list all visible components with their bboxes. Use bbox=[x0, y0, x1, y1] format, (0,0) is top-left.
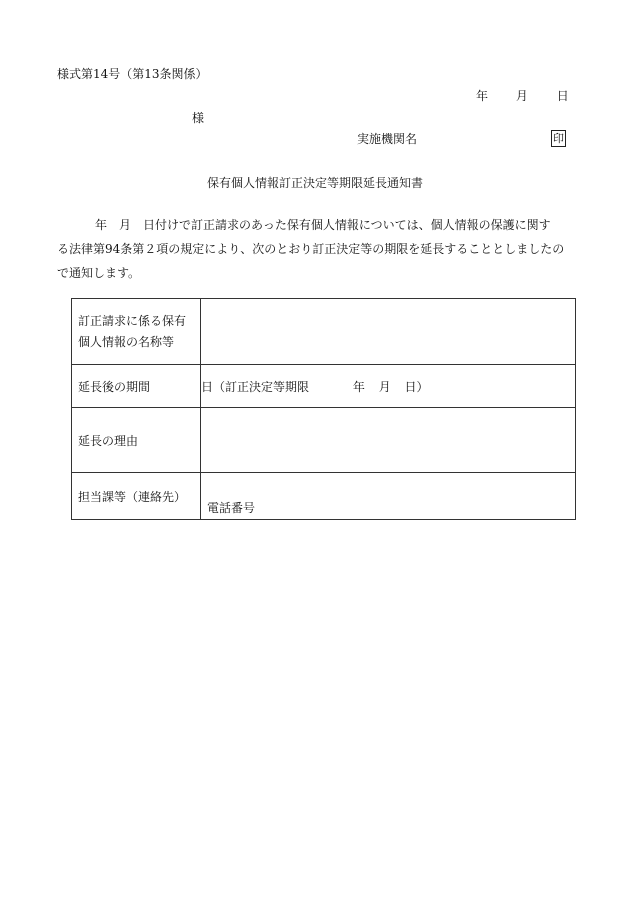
period-month: 月 bbox=[378, 379, 391, 394]
body-line-1: 年 月 日付けで訂正請求のあった保有個人情報については、個人情報の保護に関す bbox=[95, 218, 551, 232]
table-row-reason bbox=[72, 408, 576, 473]
date-month: 月 bbox=[515, 89, 528, 103]
contact-label: 担当課等（連絡先） bbox=[72, 473, 201, 520]
document-title: 保有個人情報訂正決定等期限延長通知書 bbox=[206, 176, 423, 190]
addressee-suffix: 様 bbox=[192, 111, 205, 125]
table-row-target bbox=[72, 299, 576, 365]
seal-mark: 印 bbox=[553, 132, 564, 145]
date-day: 日 bbox=[556, 89, 569, 103]
target-label bbox=[72, 299, 201, 365]
target-value bbox=[201, 299, 576, 365]
table-row-period bbox=[72, 365, 576, 408]
date-line bbox=[476, 90, 569, 102]
period-days: 日（訂正決定等期限 bbox=[201, 379, 310, 394]
date-year: 年 bbox=[476, 89, 489, 103]
reason-label: 延長の理由 bbox=[72, 408, 201, 473]
table-row-contact bbox=[72, 473, 576, 520]
contact-phone: 電話番号 bbox=[201, 473, 576, 520]
body-line-2: る法律第94条第２項の規定により、次のとおり訂正決定等の期限を延長することとしましたの bbox=[57, 242, 565, 256]
period-value bbox=[201, 365, 576, 408]
target-label-line-2: 個人情報の名称等 bbox=[78, 334, 175, 349]
target-label-line-1: 訂正請求に係る保有 bbox=[78, 313, 187, 328]
agency-label: 実施機関名 bbox=[357, 132, 418, 146]
period-label: 延長後の期間 bbox=[72, 365, 201, 408]
reason-value bbox=[201, 408, 576, 473]
form-number: 様式第14号（第13条関係） bbox=[57, 67, 208, 81]
period-year: 年 bbox=[352, 379, 365, 394]
body-text bbox=[57, 213, 582, 285]
body-line-3: で通知します。 bbox=[57, 266, 141, 280]
period-day: 日） bbox=[404, 379, 429, 394]
info-table bbox=[71, 298, 576, 520]
